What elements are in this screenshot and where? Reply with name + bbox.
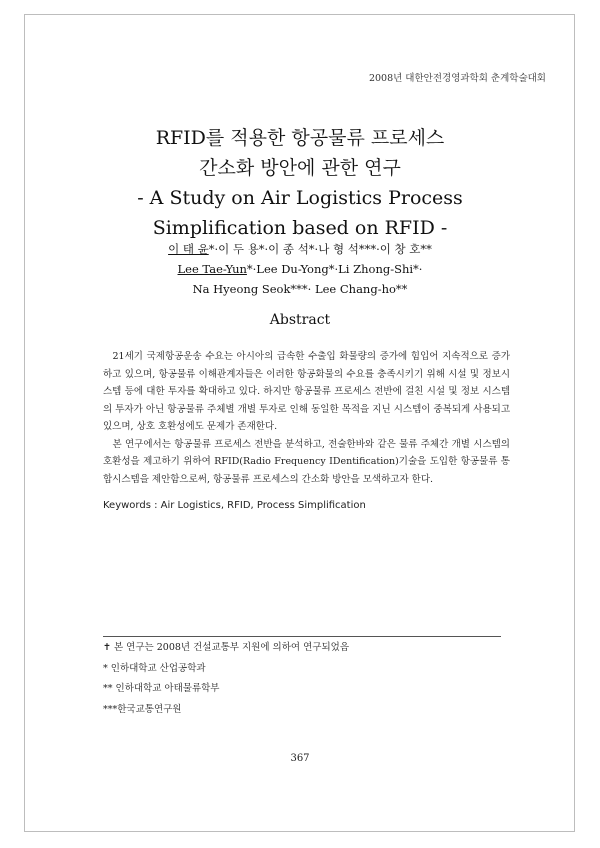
authors-english-line-2: Na Hyeong Seok***· Lee Chang-ho**	[192, 282, 408, 296]
title-english-line-1: - A Study on Air Logistics Process	[137, 187, 463, 209]
footnote-funding: ✝ 본 연구는 2008년 건설교통부 지원에 의하여 연구되었음	[103, 642, 349, 653]
running-head: 2008년 대한안전경영과학회 춘계학술대회	[368, 73, 546, 84]
author-list	[0, 239, 600, 299]
title-korean-line-2: 간소화 방안에 관한 연구	[199, 157, 401, 179]
footnote-affiliation-2: ** 인하대학교 아태물류학부	[103, 683, 220, 694]
paper-title	[0, 123, 600, 243]
abstract-heading: Abstract	[269, 312, 331, 328]
title-english-line-2: Simplification based on RFID -	[152, 217, 448, 239]
authors-english-rest: *·Lee Du-Yong*·Li Zhong-Shi*·	[246, 262, 423, 276]
footnote-affiliation-1: * 인하대학교 산업공학과	[103, 662, 206, 674]
abstract-paragraph-1: 21세기 국제항공운송 수요는 아시아의 급속한 수출입 화물량의 증가에 힘입어 지속적으로 증가하고 있으며, 항공물류 이해관계자들은 이러한 항공화물의 수요를 충족시키기 위해 시설 및 정보시스템 등에 대한 투자를 확대하고 있다. 하지만 항공물류 프로세스 전반에 걸친 시설 및 정보 시스템의 투자가 아닌 항공물류 주체별 개별 투자로 인해 동일한 목적을 지닌 시스템이 중복되게 사용되고 있으며, 상호 호환성에도 문제가 존재한다.	[103, 351, 510, 432]
keywords: Keywords : Air Logistics, RFID, Process Simplification	[103, 500, 366, 511]
footnote-affiliation-3: ***한국교통연구원	[103, 703, 182, 715]
authors-korean-rest: *·이 두 용*·이 종 석*·나 형 석***·이 창 호**	[208, 242, 432, 256]
abstract-body	[103, 348, 510, 488]
footnotes	[103, 638, 349, 720]
authors-korean	[0, 239, 600, 259]
author-first-english: Lee Tae-Yun	[177, 262, 247, 276]
abstract-paragraph-2: 본 연구에서는 항공물류 프로세스 전반을 분석하고, 전술한바와 같은 물류 주체간 개별 시스템의 호환성을 제고하기 위하여 RFID(Radio Frequency IDentification)기술을 도입한 항공물류 통합시스템을 제안함으로써, 항공물류 프로세스의 간소화 방안을 모색하고자 한다.	[103, 438, 510, 485]
author-first-korean: 이 태 윤	[168, 242, 209, 256]
authors-english-line-1	[0, 259, 600, 279]
page-number: 367	[290, 753, 310, 764]
footnote-divider	[103, 636, 501, 637]
title-korean-line-1: RFID를 적용한 항공물류 프로세스	[155, 127, 445, 149]
